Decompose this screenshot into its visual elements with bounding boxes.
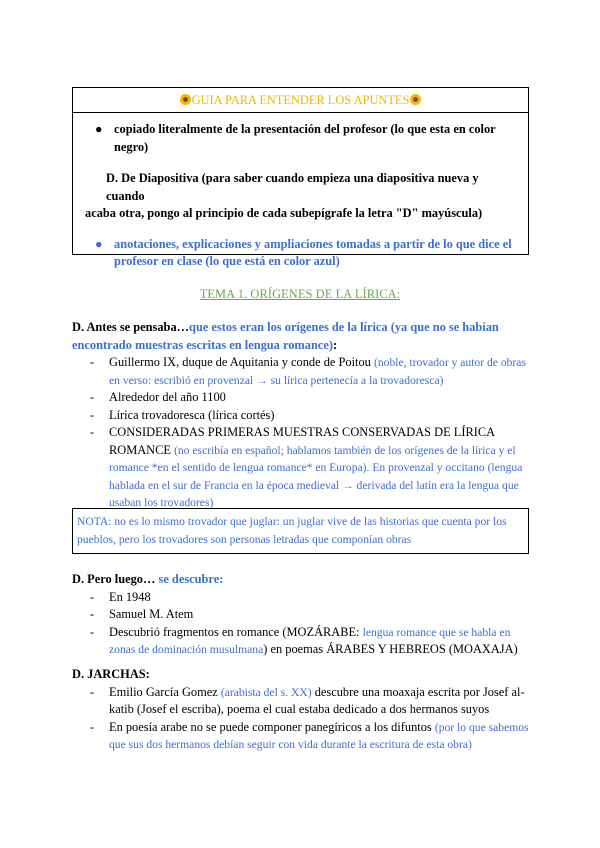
item-note: lengua romance que se habla en zonas de dominación musulmana <box>109 625 511 656</box>
item-text-end: descubre una moaxaja escrita por Josef al-katib (Josef el escriba), poema el cual estaba dedicado a dos hermanos suyos <box>109 684 525 716</box>
section-list <box>72 354 532 512</box>
guide-para-line1: D. De Diapositiva (para saber cuando empieza una diapositiva nueva y cuando <box>106 171 479 203</box>
guide-title: GUIA PARA ENTENDER LOS APUNTES <box>191 93 410 107</box>
list-item <box>90 389 532 407</box>
sunflower-icon <box>410 94 421 105</box>
item-text: CONSIDERADAS PRIMERAS MUESTRAS CONSERVADAS DE LÍRICA ROMANCE <box>109 425 495 457</box>
heading-blue: que estos eran los orígenes de la lírica (ya que no se habían encontrado muestras escritas en lengua romance) <box>72 320 499 352</box>
list-item <box>90 424 532 512</box>
bullet-icon: ● <box>95 122 103 136</box>
item-text: En 1948 <box>109 589 151 604</box>
section-antes <box>72 319 532 512</box>
heading-black: D. Pero luego… <box>72 572 156 586</box>
guide-item-black <box>85 121 516 156</box>
heading-end: : <box>332 337 338 352</box>
guide-box <box>72 87 529 268</box>
heading-blue: se descubre: <box>155 572 224 586</box>
item-text: Guillermo IX, duque de Aquitania y conde de Poitou <box>109 355 374 369</box>
guide-item-blue <box>85 236 516 271</box>
guide-header <box>73 88 528 113</box>
item-text: Lírica trovadoresca (lírica cortés) <box>109 407 275 422</box>
item-text: Alrededor del año 1100 <box>109 390 226 404</box>
list-item <box>90 407 532 425</box>
item-text: En poesía arabe no se puede componer panegíricos a los difuntos <box>109 719 435 734</box>
item-text: Emilio García Gomez <box>109 684 221 699</box>
item-note: (no escribía en español; hablamos también de los orígenes de la lírica y el romance *en el sentido de lengua romance* en Europa). En provenzal y occitano (lengua hablada en el sur de Francia en la época medieval → derivada del latín era la lengua que usaban los trovadores) <box>109 443 523 509</box>
list-item <box>90 589 532 607</box>
guide-para-line2: acaba otra, pongo al principio de cada subepígrafe la letra "D" mayúscula) <box>85 206 483 220</box>
list-item <box>90 684 532 719</box>
guide-item-blue-text: anotaciones, explicaciones y ampliaciones tomadas a partir de lo que dice el profesor en clase (lo que está en color azul) <box>114 236 512 268</box>
item-text: Descubrió fragmentos en romance (MOZÁRABE: <box>109 624 363 639</box>
list-item <box>90 624 532 659</box>
heading-black: D. Antes se pensaba… <box>72 320 190 334</box>
section-list <box>72 684 532 754</box>
section-jarchas <box>72 666 532 754</box>
topic-title: TEMA 1. ORÍGENES DE LA LÍRICA: <box>199 287 401 301</box>
item-note: (arabista del s. XX) <box>220 685 312 699</box>
list-item <box>90 606 532 624</box>
item-note: (por lo que sabemos que sus dos hermanos debían seguir con vida durante la escritura de esta obra) <box>109 720 529 751</box>
section-heading <box>72 319 532 354</box>
section-heading: D. JARCHAS: <box>72 667 150 681</box>
section-heading <box>72 571 532 589</box>
item-text-end: ) en poemas ÁRABES Y HEBREOS (MOAXAJA) <box>263 642 518 656</box>
guide-diapositiva-note <box>85 170 516 223</box>
item-note: (noble, trovador y autor de obras en verso: escribió en provenzal → su lírica pertenecía a la trovadoresca) <box>109 356 526 387</box>
sunflower-icon <box>180 94 191 105</box>
list-item <box>90 719 532 754</box>
bullet-icon: ● <box>95 236 103 251</box>
list-item <box>90 354 532 389</box>
guide-item-black-text: copiado literalmente de la presentación del profesor (lo que esta en color negro) <box>114 122 496 154</box>
guide-body <box>73 113 528 271</box>
section-list <box>72 589 532 659</box>
section-pero-luego <box>72 571 532 659</box>
nota-box: NOTA: no es lo mismo trovador que juglar: un juglar vive de las historias que cuenta por los pueblos, pero los trovadores son personas letradas que componían obras <box>72 508 529 554</box>
item-text: Samuel M. Atem <box>109 607 194 621</box>
